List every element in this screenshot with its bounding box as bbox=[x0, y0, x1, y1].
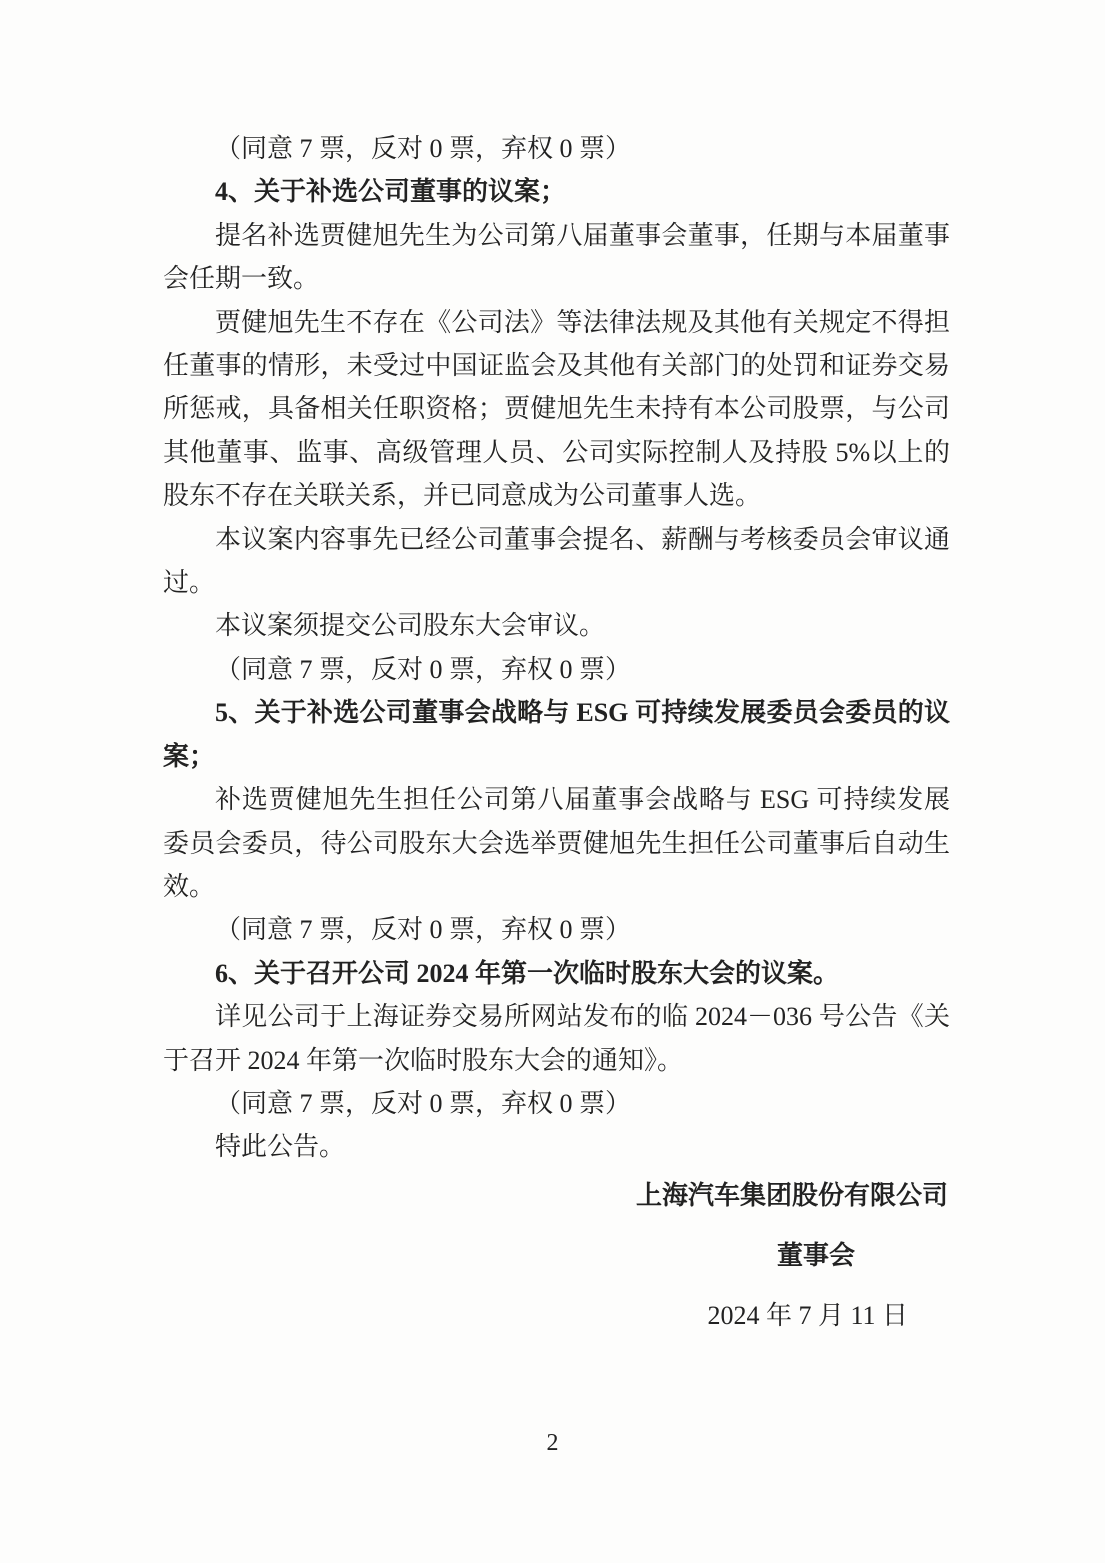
text-line: 委员会委员，待公司股东大会选举贾健旭先生担任公司董事后自动生 bbox=[163, 828, 950, 858]
body-paragraph bbox=[163, 1125, 950, 1168]
text-line: 6、关于召开公司 2024 年第一次临时股东大会的议案。 bbox=[215, 958, 840, 988]
text-line: 股东不存在关联关系，并已同意成为公司董事人选。 bbox=[163, 481, 762, 511]
body-paragraph bbox=[163, 995, 950, 1082]
text-line: 4、关于补选公司董事的议案； bbox=[215, 177, 567, 207]
signature-block bbox=[163, 1166, 950, 1346]
signature-date: 2024 年 7 月 11 日 bbox=[707, 1301, 908, 1330]
vote-result-line bbox=[163, 648, 950, 691]
vote-result-line bbox=[163, 127, 950, 170]
text-line: 详见公司于上海证券交易所网站发布的临 2024－036 号公告《关 bbox=[215, 1002, 950, 1032]
text-line: 5、关于补选公司董事会战略与 ESG 可持续发展委员会委员的议 bbox=[215, 698, 950, 728]
text-line: （同意 7 票，反对 0 票，弃权 0 票） bbox=[215, 134, 632, 163]
signature-signer: 董事会 bbox=[776, 1241, 855, 1270]
text-line: 所惩戒，具备相关任职资格；贾健旭先生未持有本公司股票，与公司 bbox=[163, 394, 950, 424]
proposal-heading bbox=[163, 952, 950, 995]
text-line: 任董事的情形，未受过中国证监会及其他有关部门的处罚和证券交易 bbox=[163, 351, 950, 381]
text-line: 补选贾健旭先生担任公司第八届董事会战略与 ESG 可持续发展 bbox=[215, 785, 950, 815]
text-line: 过。 bbox=[163, 568, 216, 598]
body-paragraph bbox=[163, 301, 950, 518]
text-line: （同意 7 票，反对 0 票，弃权 0 票） bbox=[215, 915, 632, 945]
proposal-heading bbox=[163, 691, 950, 778]
text-line: 于召开 2024 年第一次临时股东大会的通知》。 bbox=[163, 1045, 684, 1075]
vote-result-line bbox=[163, 1082, 950, 1125]
vote-result-line bbox=[163, 908, 950, 951]
signature-company-name: 上海汽车集团股份有限公司 bbox=[635, 1181, 948, 1210]
proposal-heading bbox=[163, 170, 950, 213]
document-body bbox=[163, 127, 950, 1169]
body-paragraph bbox=[163, 518, 950, 605]
text-line: 效。 bbox=[163, 871, 216, 901]
text-line: 本议案须提交公司股东大会审议。 bbox=[215, 611, 606, 641]
text-line: 案； bbox=[163, 741, 216, 771]
text-line: 会任期一致。 bbox=[163, 264, 320, 294]
text-line: 其他董事、监事、高级管理人员、公司实际控制人及持股 5%以上的 bbox=[163, 437, 950, 467]
text-line: 贾健旭先生不存在《公司法》等法律法规及其他有关规定不得担 bbox=[215, 307, 950, 337]
text-line: 本议案内容事先已经公司董事会提名、薪酬与考核委员会审议通 bbox=[215, 524, 950, 554]
body-paragraph bbox=[163, 214, 950, 301]
body-paragraph bbox=[163, 778, 950, 908]
text-line: 特此公告。 bbox=[215, 1132, 346, 1162]
text-line: （同意 7 票，反对 0 票，弃权 0 票） bbox=[215, 1088, 632, 1118]
page-number: 2 bbox=[546, 1430, 559, 1456]
body-paragraph bbox=[163, 604, 950, 647]
text-line: 提名补选贾健旭先生为公司第八届董事会董事，任期与本届董事 bbox=[215, 220, 950, 250]
text-line: （同意 7 票，反对 0 票，弃权 0 票） bbox=[215, 654, 632, 684]
